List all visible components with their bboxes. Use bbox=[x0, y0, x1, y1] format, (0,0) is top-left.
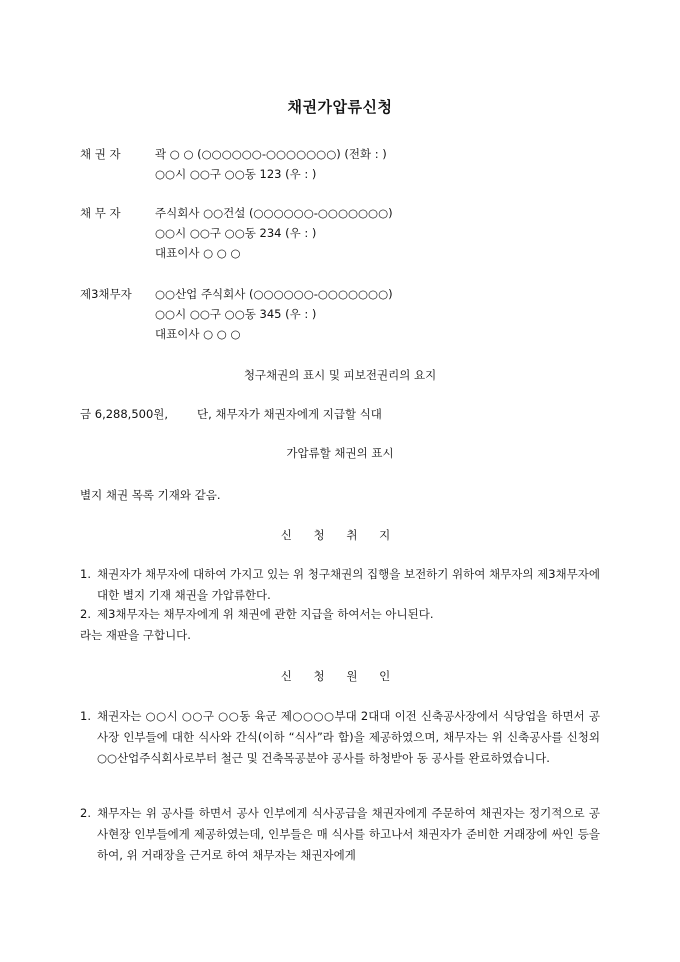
third-debtor-address-line: ○○시 ○○구 ○○동 345 (우 : ) bbox=[155, 307, 317, 321]
third-debtor-label: 제3채무자 bbox=[80, 287, 132, 301]
reasons-heading: 신 청 원 인 bbox=[280, 669, 400, 683]
reasons-item-text: 채권자는 ○○시 ○○구 ○○동 육군 제○○○○부대 2대대 이전 신축공사장에서 식당업을 하면서 공사장 인부들에 대한 식사와 간식(이하 “식사”라 함)을 제공하였으며, 채무자는 위 신축공사를 신청외 ○○산업주식회사로부터 철근 및 건축목공분야 공사를 하청받아 동 공사를 완료하였습니다. bbox=[97, 709, 600, 765]
purpose-item-text: 채권자가 채무자에 대하여 가지고 있는 위 청구채권의 집행을 보전하기 위하여 채무자의 제3채무자에 대한 별지 기재 채권을 가압류한다. bbox=[97, 567, 600, 602]
reasons-item bbox=[80, 706, 600, 769]
document-title: 채권가압류신청 bbox=[287, 98, 393, 116]
seized-text: 별지 채권 목록 기재와 같음. bbox=[80, 488, 221, 502]
third-debtor-representative-line: 대표이사 ○ ○ ○ bbox=[155, 327, 241, 341]
reasons-item-number: 1. bbox=[80, 709, 91, 723]
purpose-item-number: 2. bbox=[80, 607, 91, 621]
debtor-name-line: 주식회사 ○○건설 (○○○○○○-○○○○○○○) bbox=[155, 206, 393, 220]
creditor-label: 채 권 자 bbox=[80, 147, 121, 161]
debtor-label: 채 무 자 bbox=[80, 206, 121, 220]
reasons-item-text: 채무자는 위 공사를 하면서 공사 인부에게 식사공급을 채권자에게 주문하여 채권자는 정기적으로 공사현장 인부들에게 제공하였는데, 인부들은 매 식사를 하고나서 채권자가 준비한 거래장에 싸인 등을 하여, 위 거래장을 근거로 하여 채무자는 채권자에게 bbox=[97, 806, 600, 862]
debtor-address-line: ○○시 ○○구 ○○동 234 (우 : ) bbox=[155, 226, 317, 240]
purpose-item-number: 1. bbox=[80, 567, 91, 581]
reasons-item bbox=[80, 803, 600, 866]
purpose-item bbox=[80, 604, 600, 625]
reasons-item-number: 2. bbox=[80, 806, 91, 820]
purpose-item-text: 제3채무자는 채무자에게 위 채권에 관한 지급을 하여서는 아니된다. bbox=[97, 607, 434, 621]
claim-note: 단, 채무자가 채권자에게 지급할 식대 bbox=[197, 407, 382, 421]
purpose-heading: 신 청 취 지 bbox=[280, 528, 400, 542]
debtor-representative-line: 대표이사 ○ ○ ○ bbox=[155, 246, 241, 260]
third-debtor-name-line: ○○산업 주식회사 (○○○○○○-○○○○○○○) bbox=[155, 287, 393, 301]
claim-amount: 금 6,288,500원, bbox=[80, 407, 169, 421]
creditor-name-line: 곽 ○ ○ (○○○○○○-○○○○○○○) (전화 : ) bbox=[155, 147, 387, 161]
creditor-address-line: ○○시 ○○구 ○○동 123 (우 : ) bbox=[155, 167, 317, 181]
claim-heading: 청구채권의 표시 및 피보전권리의 요지 bbox=[243, 368, 437, 382]
seized-heading: 가압류할 채권의 표시 bbox=[286, 446, 394, 460]
purpose-closing: 라는 재판을 구합니다. bbox=[80, 628, 191, 642]
purpose-item bbox=[80, 564, 600, 606]
